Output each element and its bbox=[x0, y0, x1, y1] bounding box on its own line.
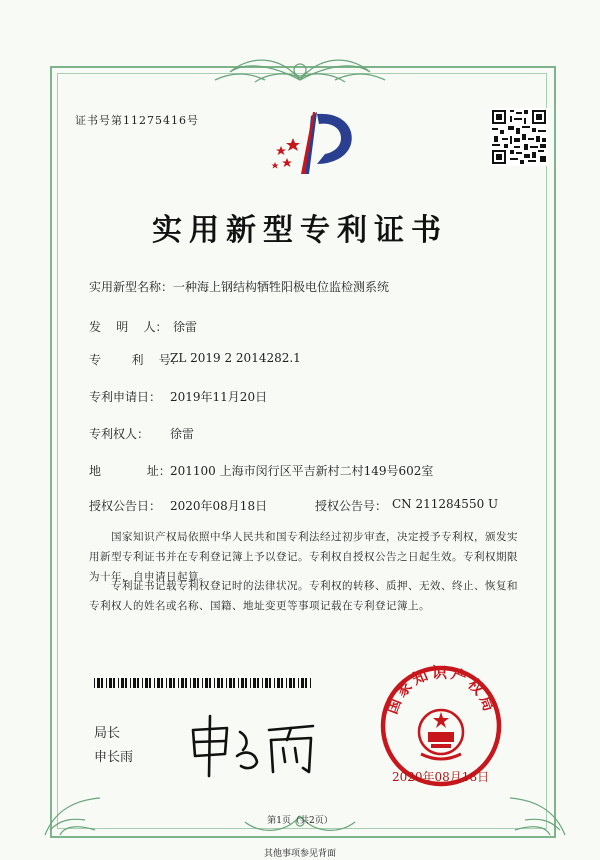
legal-status-paragraph: 专利证书记载专利权登记时的法律状况。专利权的转移、质押、无效、终止、恢复和专利权人的姓名或名称、国籍、地址变更等事项记载在专利登记簿上。 bbox=[89, 580, 518, 612]
field-patentee-value: 徐雷 bbox=[170, 427, 195, 441]
barcode-icon bbox=[94, 678, 314, 688]
field-inventor-label: 发 明 人： bbox=[89, 320, 168, 334]
director-title: 局长 bbox=[94, 726, 121, 741]
grant-statement-paragraph: 国家知识产权局依照中华人民共和国专利法经过初步审查，决定授予专利权，颁发实用新型专利证书并在专利登记簿上予以登记。专利权自授权公告之日起生效。专利权期限为十年，自申请日起算。 bbox=[89, 531, 518, 583]
director-signature bbox=[185, 710, 325, 780]
field-grant-no-label: 授权公告号： bbox=[315, 499, 388, 513]
field-inventor-value: 徐雷 bbox=[173, 320, 198, 334]
field-grant-date-label: 授权公告日： bbox=[89, 499, 162, 513]
field-patentee-label: 专利权人： bbox=[89, 427, 150, 441]
field-filing-date-label: 专利申请日： bbox=[89, 390, 162, 404]
corner-ornament-bottom-right bbox=[500, 780, 570, 840]
top-ornament bbox=[210, 50, 390, 84]
page-indicator: 第1页（共2页） bbox=[267, 816, 333, 826]
field-filing-date-value: 2019年11月20日 bbox=[170, 390, 268, 404]
field-patent-no-label: 专 利 号： bbox=[89, 353, 183, 367]
qr-code-icon bbox=[490, 108, 548, 166]
field-address-label: 地 址： bbox=[89, 464, 171, 478]
director-name: 申长雨 bbox=[94, 750, 134, 765]
cnipa-logo-icon bbox=[265, 108, 357, 178]
seal-date: 2020年08月18日 bbox=[392, 770, 490, 784]
certificate-title: 实用新型专利证书 bbox=[152, 213, 448, 248]
field-grant-date-value: 2020年08月18日 bbox=[170, 499, 268, 513]
certificate-number: 证书号第11275416号 bbox=[75, 114, 199, 127]
field-patent-no-value: ZL 2019 2 2014282.1 bbox=[170, 351, 301, 365]
field-address-value: 201100 上海市闵行区平吉新村二村149号602室 bbox=[170, 464, 434, 478]
field-name-label: 实用新型名称： bbox=[89, 280, 174, 294]
corner-ornament-bottom-left bbox=[40, 780, 110, 840]
back-note: 其他事项参见背面 bbox=[263, 849, 336, 859]
field-grant-no-value: CN 211284550 U bbox=[392, 497, 499, 511]
seal-text: 国家知识产权局 bbox=[382, 663, 500, 717]
field-name-value: 一种海上钢结构牺牲阳极电位监检测系统 bbox=[173, 280, 390, 294]
